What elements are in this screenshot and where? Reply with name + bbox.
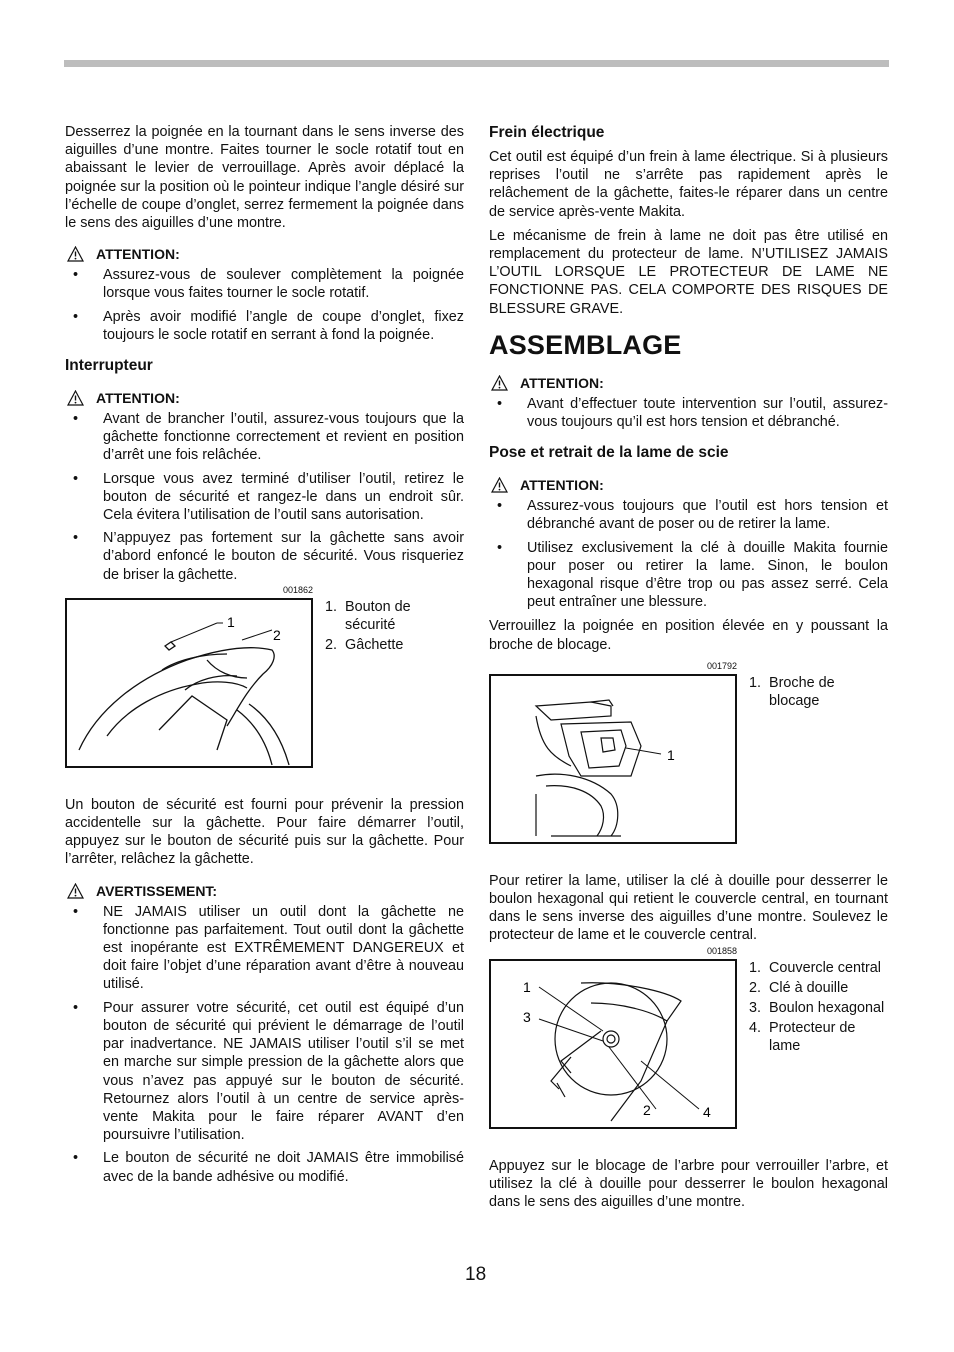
left-column [65,123,464,1192]
warning-triangle-icon [491,477,508,493]
callout-4: 4 [703,1103,711,1120]
attention-heading [489,375,888,391]
warning-label: AVERTISSEMENT: [96,882,218,899]
callout-1: 1 [227,613,235,630]
header-rule [64,60,889,67]
attention-heading [489,477,888,493]
callout-2: 2 [273,626,281,643]
attention-label: ATTENTION: [520,374,604,391]
section-title-interrupteur: Interrupteur [65,357,153,375]
warning-list [65,903,464,1186]
legend-item: 2. Gâchette [325,637,404,654]
attention-heading [65,390,464,406]
remove-paragraph: Pour retirer la lame, utiliser la clé à douille pour desserrer le boulon hexagonal qui retient le couvercle central, en tournant dans le sens inverse des aiguilles d’une montre. Soulevez le protecteur de lame et le couvercle central. [489,872,888,944]
page-number: 18 [465,1264,487,1285]
callout-2: 2 [643,1101,651,1118]
legend-item: 3. Boulon hexagonal [749,1000,885,1017]
legend-item: 1. Bouton de sécurité [325,598,411,634]
frein-paragraph-2: Le mécanisme de frein à lame ne doit pas être utilisé en remplacement du protecteur de lame. N’UTILISEZ JAMAIS L’OUTIL LORSQUE LE PROTECTEUR DE LAME NE FONCTIONNE PAS. CELA COMPORTE DES RISQUES DE BLESSURE GRAVE. [489,227,888,317]
lock-pin-drawing [491,676,735,842]
socket-wrench-illustration [489,959,737,1129]
warning-heading [65,883,464,899]
legend-item: 2. Clé à douille [749,979,849,996]
callout-3: 3 [523,1008,531,1025]
callout-1: 1 [523,978,531,995]
figure-switch [65,584,464,768]
legend-item: 1. Broche de blocage [749,674,835,710]
intro-paragraph: Desserrez la poignée en la tournant dans le sens inverse des aiguilles d’une montre. Faites tourner le socle rotatif tout en abaissant le levier de verrouillage. Après avoir déplacé la poignée sur la position où le pointeur indique l’angle désiré sur l’échelle de coupe d’onglet, serrez fermement la poignée dans le sens des aiguilles d’une montre. [65,124,464,232]
figure-code: 001862 [282,584,313,595]
list-item: • Après avoir modifié l’angle de coupe d’onglet, fixez toujours le socle rotatif en serrant à fond la poignée. [65,308,464,344]
figure-code: 001792 [706,660,737,671]
section-title-assemblage: ASSEMBLAGE [489,329,682,360]
switch-illustration [65,598,313,768]
attention-heading [65,246,464,262]
attention-label: ATTENTION: [96,246,180,263]
lock-pin-illustration [489,674,737,844]
list-item: • N’appuyez pas fortement sur la gâchette sans avoir d’abord enfoncé le bouton de sécurité. Vous risqueriez de briser la gâchette. [65,529,464,584]
list-item: • Avant de brancher l’outil, assurez-vous toujours que la gâchette fonctionne correctement et revient en position d’arrêt une fois relâchée. [65,410,464,465]
right-column [489,123,888,1217]
figure-legend [749,674,888,712]
shaft-lock-paragraph: Appuyez sur le blocage de l’arbre pour verrouiller l’arbre, et utilisez la clé à douille pour desserrer le boulon hexagonal dans le sens des aiguilles d’une montre. [489,1157,888,1211]
list-item: • Assurez-vous de soulever complètement la poignée lorsque vous faites tourner le socle rotatif. [65,266,464,302]
attention-label: ATTENTION: [520,477,604,494]
section-title-frein: Frein électrique [489,124,605,141]
list-item: • Le bouton de sécurité ne doit JAMAIS être immobilisé avec de la bande adhésive ou modifié. [65,1149,464,1185]
warning-triangle-icon [491,375,508,391]
attention-label: ATTENTION: [96,390,180,407]
attention-list [65,266,464,344]
list-item: • Assurez-vous toujours que l’outil est hors tension et débranché avant de poser ou de retirer la lame. [489,497,888,533]
warning-triangle-icon [67,246,84,262]
figure-socket-wrench [489,945,888,1129]
lock-paragraph: Verrouillez la poignée en position élevée en y poussant la broche de blocage. [489,618,888,653]
legend-item: 4. Protecteur de lame [749,1020,856,1055]
list-item: • Lorsque vous avez terminé d’utiliser l’outil, retirez le bouton de sécurité et rangez-le dans un endroit sûr. Cela évitera l’utilisation de l’outil sans autorisation. [65,470,464,525]
list-item: • NE JAMAIS utiliser un outil dont la gâchette ne fonctionne pas parfaitement. Tout outil dont la gâchette est inopérante est EXTRÊMEMENT DANGEREUX et doit faire l’objet d’une réparation avant d’être à nouveau utilisé. [65,903,464,994]
legend-item: 1. Couvercle central [749,959,881,976]
list-item: • Utilisez exclusivement la clé à douille Makita fournie pour poser ou retirer la lame. Sinon, le boulon hexagonal risque d’être trop ou pas assez serré. Cela peut entraîner une blessure. [489,539,888,612]
warning-triangle-icon [67,883,84,899]
list-item: • Pour assurer votre sécurité, cet outil est équipé d’un bouton de sécurité qui prévient le démarrage de l’outil par inadvertance. NE JAMAIS utiliser l’outil s’il se met en marche sur simple pression de la gâchette alors que vous n’avez pas appuyé sur le bouton de sécurité. Retournez alors l’outil à un centre de service après-vente Makita pour le faire réparer AVANT d’en poursuivre l’utilisation. [65,999,464,1145]
frein-paragraph-1: Cet outil est équipé d’un frein à lame électrique. Si à plusieurs reprises l’outil ne s’arrête pas rapidement après le relâchement de la gâchette, faites-le réparer dans un centre de service après-vente Makita. [489,149,888,220]
figure-legend [325,598,464,657]
callout-1: 1 [667,746,675,763]
switch-paragraph: Un bouton de sécurité est fourni pour prévenir la pression accidentelle sur la gâchette. Pour faire démarrer l’outil, appuyez sur le bouton de sécurité puis sur la gâchette. Pour l’arrêter, relâchez la gâchette. [65,796,464,868]
attention-list [65,410,464,584]
warning-triangle-icon [67,390,84,406]
figure-legend [749,959,888,1058]
figure-code: 001858 [706,945,737,956]
section-title-pose: Pose et retrait de la lame de scie [489,444,729,462]
attention-list [489,395,888,431]
socket-wrench-drawing [491,961,735,1127]
switch-drawing [67,600,311,766]
list-item: • Avant d’effectuer toute intervention sur l’outil, assurez-vous toujours qu’il est hors tension et débranché. [489,395,888,431]
figure-lock-pin [489,660,888,844]
attention-list [489,497,888,611]
